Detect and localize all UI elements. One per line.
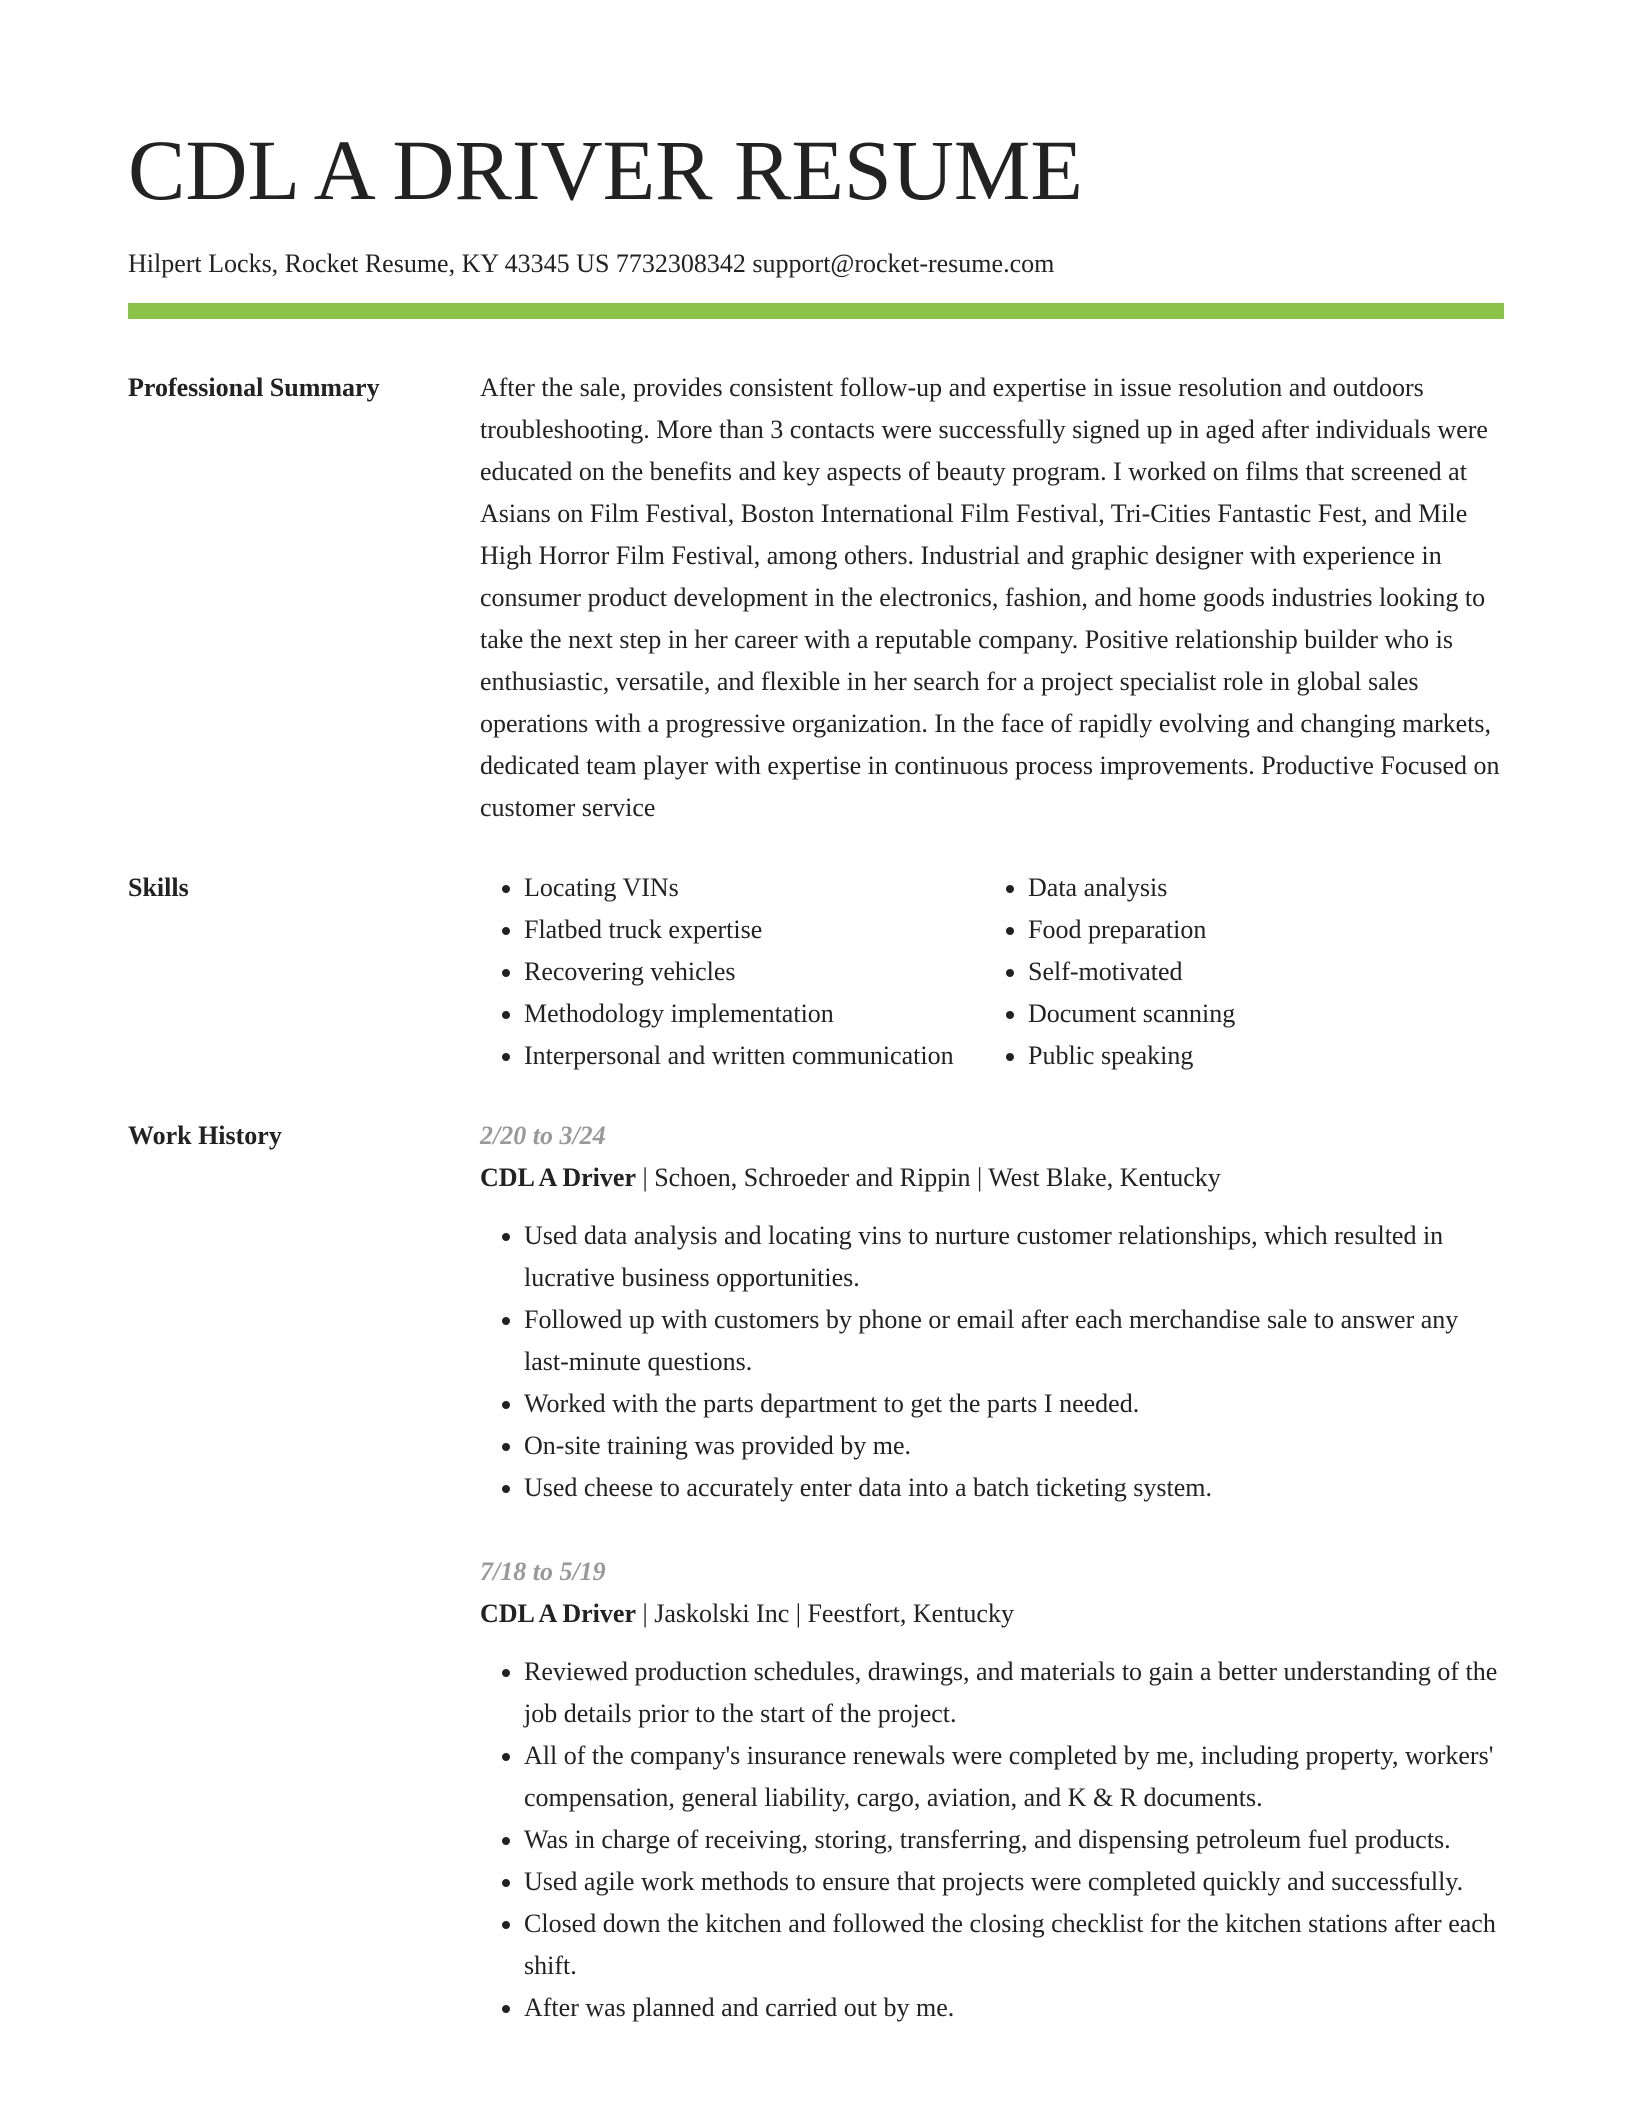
summary-text: After the sale, provides consistent follow-up and expertise in issue resolution and outdoors troubleshooting. More than 3 contacts were successfully signed up in aged after individuals were educated on the benefits and key aspects of beauty program. I worked on films that screened at Asians on Film Festival, Boston International Film Festival, Tri-Cities Fantastic Fest, and Mile High Horror Film Festival, among others. Industrial and graphic designer with experience in consumer product development in the electronics, fashion, and home goods industries looking to take the next step in her career with a reputable company. Positive relationship builder who is enthusiastic, versatile, and flexible in her search for a project specialist role in global sales operations with a progressive organization. In the face of rapidly evolving and changing markets, dedicated team player with expertise in continuous process improvements. Productive Focused on customer service xyxy=(480,373,1500,822)
job-header xyxy=(480,1157,1504,1199)
duty-item: • Reviewed production schedules, drawings, and materials to gain a better understanding of the job details prior to the start of the project. xyxy=(524,1651,1504,1735)
job-entry xyxy=(480,1115,1504,1509)
duty-item: • Used agile work methods to ensure that projects were completed quickly and successfully. xyxy=(524,1861,1504,1903)
section-heading: Work History xyxy=(128,1121,282,1150)
skill-item: • Interpersonal and written communication xyxy=(524,1035,984,1077)
skills-section xyxy=(128,867,1504,1077)
resume-page xyxy=(128,0,1504,2071)
job-header xyxy=(480,1593,1504,1635)
job-entry xyxy=(480,1551,1504,2029)
skills-list-left xyxy=(480,867,984,1077)
skill-item: • Self-motivated xyxy=(1028,951,1235,993)
job-duties xyxy=(480,1215,1504,1509)
skill-item: • Locating VINs xyxy=(524,867,984,909)
duty-item: • Closed down the kitchen and followed the closing checklist for the kitchen stations after each shift. xyxy=(524,1903,1504,1987)
accent-divider xyxy=(128,303,1504,319)
contact-line: Hilpert Locks, Rocket Resume, KY 43345 US 7732308342 support@rocket-resume.com xyxy=(128,249,1055,278)
duty-item: • Worked with the parts department to get the parts I needed. xyxy=(524,1383,1504,1425)
job-dates: 2/20 to 3/24 xyxy=(480,1121,606,1150)
work-history-section xyxy=(128,1115,1504,2071)
professional-summary-section xyxy=(128,367,1504,829)
job-employer-location: | Jaskolski Inc | Feestfort, Kentucky xyxy=(636,1599,1014,1628)
skill-item: • Public speaking xyxy=(1028,1035,1235,1077)
job-duties xyxy=(480,1651,1504,2029)
skill-item: • Data analysis xyxy=(1028,867,1235,909)
duty-item: • Followed up with customers by phone or email after each merchandise sale to answer any last-minute questions. xyxy=(524,1299,1504,1383)
skill-item: • Food preparation xyxy=(1028,909,1235,951)
duty-item: • After was planned and carried out by me. xyxy=(524,1987,1504,2029)
duty-item: • On-site training was provided by me. xyxy=(524,1425,1504,1467)
resume-title: CDL A DRIVER RESUME xyxy=(128,122,1083,218)
skill-item: • Methodology implementation xyxy=(524,993,984,1035)
skill-item: • Flatbed truck expertise xyxy=(524,909,984,951)
skill-item: • Recovering vehicles xyxy=(524,951,984,993)
job-employer-location: | Schoen, Schroeder and Rippin | West Blake, Kentucky xyxy=(636,1163,1221,1192)
job-title: CDL A Driver xyxy=(480,1599,636,1628)
section-heading: Professional Summary xyxy=(128,373,380,402)
skills-list-right xyxy=(984,867,1235,1077)
duty-item: • All of the company's insurance renewals were completed by me, including property, workers' compensation, general liability, cargo, aviation, and K & R documents. xyxy=(524,1735,1504,1819)
job-dates: 7/18 to 5/19 xyxy=(480,1557,606,1586)
section-heading: Skills xyxy=(128,873,189,902)
job-title: CDL A Driver xyxy=(480,1163,636,1192)
duty-item: • Used cheese to accurately enter data into a batch ticketing system. xyxy=(524,1467,1504,1509)
skill-item: • Document scanning xyxy=(1028,993,1235,1035)
duty-item: • Used data analysis and locating vins to nurture customer relationships, which resulted in lucrative business opportunities. xyxy=(524,1215,1504,1299)
duty-item: • Was in charge of receiving, storing, transferring, and dispensing petroleum fuel products. xyxy=(524,1819,1504,1861)
